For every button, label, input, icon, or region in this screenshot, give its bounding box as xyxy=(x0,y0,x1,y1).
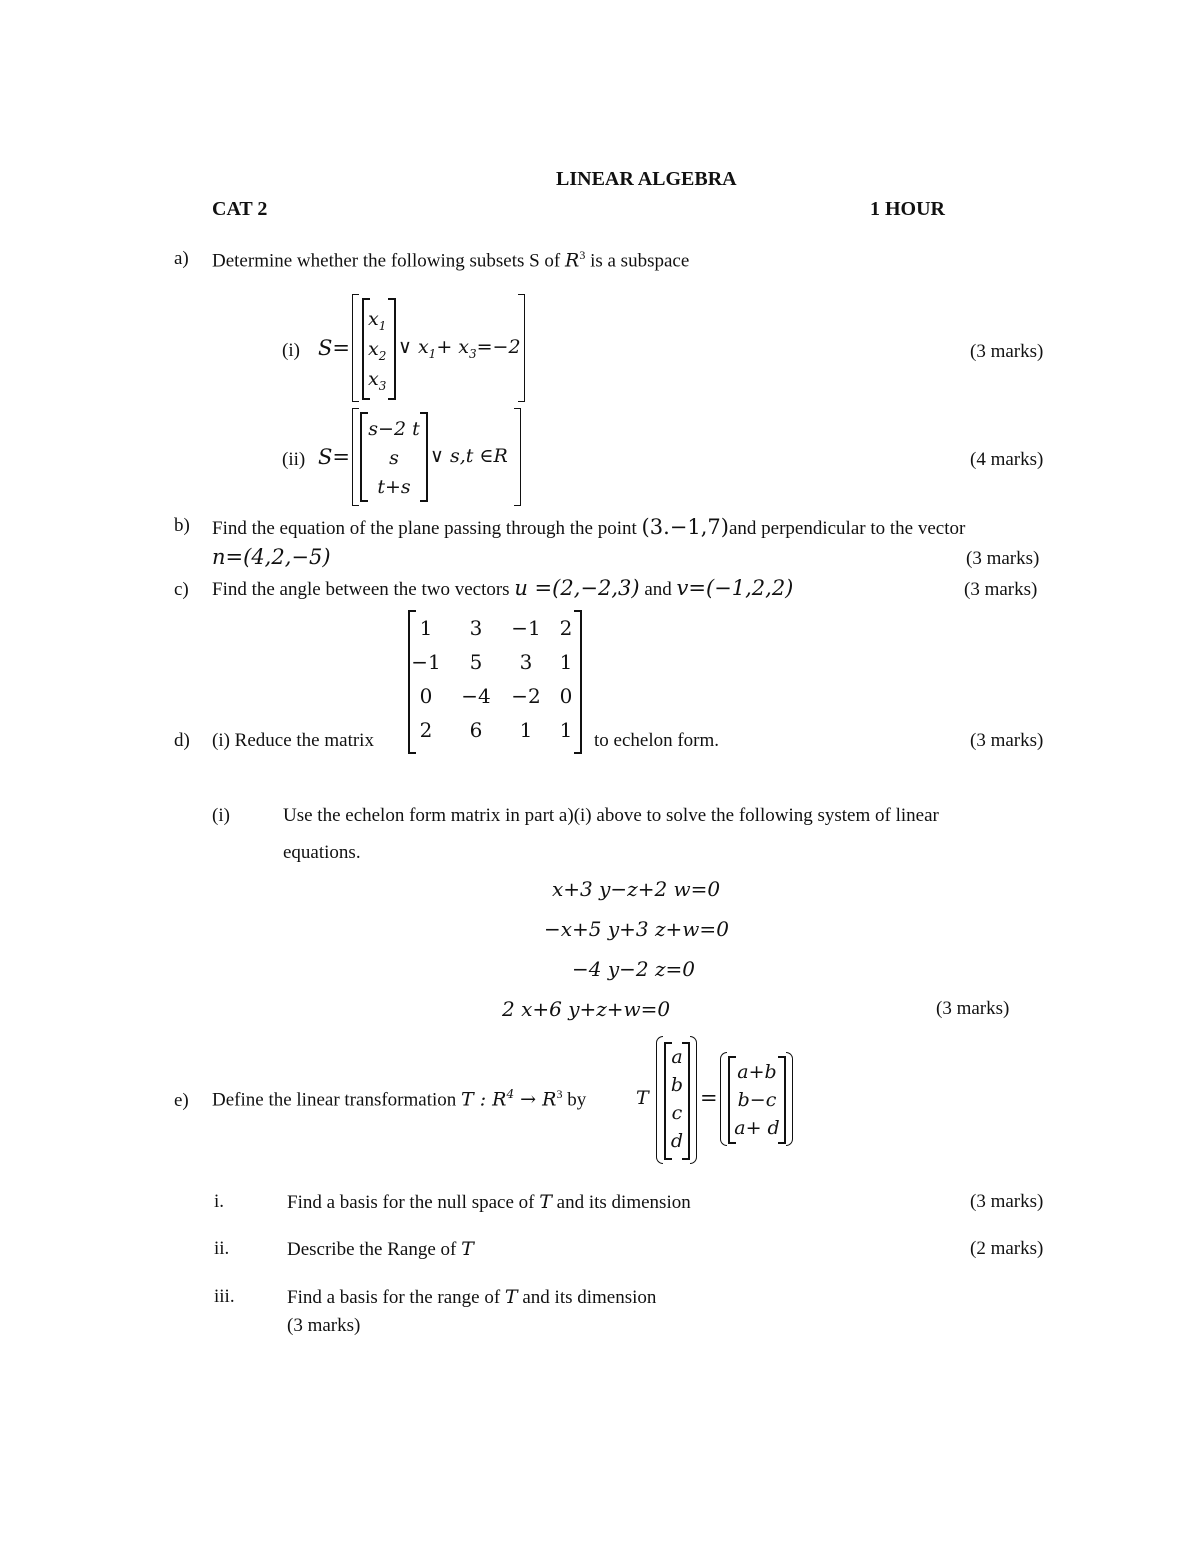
question-b-label: b) xyxy=(174,515,190,536)
marks-a-i: (3 marks) xyxy=(970,341,1044,362)
subpart-a-ii-label: (ii) xyxy=(282,449,306,470)
output-outer-right-paren xyxy=(786,1052,793,1146)
transform-T: T xyxy=(636,1087,649,1109)
item-i-text: Find a basis for the null space of T and its dimension xyxy=(287,1191,691,1213)
vector-entry-3: $x_3$ xyxy=(368,368,387,393)
matrix-cell: 2 xyxy=(559,616,573,640)
marks-e-iii: (3 marks) xyxy=(287,1315,361,1336)
exam-label: CAT 2 xyxy=(212,198,268,220)
marks-a-ii: (4 marks) xyxy=(970,449,1044,470)
marks-d-equations: (3 marks) xyxy=(936,998,1010,1019)
question-a-label: a) xyxy=(174,248,189,269)
matrix-cell: 6 xyxy=(469,718,483,742)
vector-right-bracket-i xyxy=(388,298,396,400)
vector-entry-ii-1: s−2 t xyxy=(368,418,420,440)
question-d-text-post: to echelon form. xyxy=(594,730,720,751)
question-d-text-pre: (i) Reduce the matrix xyxy=(212,730,374,751)
matrix-cell: 0 xyxy=(559,684,573,708)
matrix-cell: 1 xyxy=(559,718,573,742)
question-e-label: e) xyxy=(174,1090,189,1111)
item-ii-label: ii. xyxy=(214,1238,230,1259)
matrix-cell: 5 xyxy=(469,650,483,674)
question-d-part-text-1: Use the echelon form matrix in part a)(i) above to solve the following system of linear xyxy=(283,805,939,826)
matrix-cell: 3 xyxy=(519,650,533,674)
question-d-part-text-2: equations. xyxy=(283,842,361,863)
marks-e-i: (3 marks) xyxy=(970,1191,1044,1212)
item-iii-label: iii. xyxy=(214,1286,235,1307)
matrix-cell: 1 xyxy=(559,650,573,674)
matrix-cell: −1 xyxy=(511,616,541,640)
equation-2: −x+5 y+3 z+w=0 xyxy=(544,917,729,941)
input-outer-right-paren xyxy=(690,1036,697,1164)
matrix-cell: −4 xyxy=(461,684,491,708)
question-c-text: Find the angle between the two vectors u =(2,−2,3) and v=(−1,2,2) xyxy=(212,576,794,600)
marks-e-ii: (2 marks) xyxy=(970,1238,1044,1259)
subpart-a-i-label: (i) xyxy=(282,340,300,361)
input-entry-d: d xyxy=(670,1130,684,1152)
marks-b: (3 marks) xyxy=(966,548,1040,569)
question-b-text: Find the equation of the plane passing through the point (3.−1,7)and perpendicular to the vector xyxy=(212,515,966,539)
output-entry-2: b−c xyxy=(737,1089,777,1111)
matrix-cell: 1 xyxy=(519,718,533,742)
matrix-cell: 2 xyxy=(419,718,433,742)
marks-d: (3 marks) xyxy=(970,730,1044,751)
equals-sign: = xyxy=(700,1086,718,1110)
question-d-label: d) xyxy=(174,730,190,751)
question-a-text: Determine whether the following subsets S of $R^3$ is a subspace xyxy=(212,248,690,272)
equation-1: x+3 y−z+2 w=0 xyxy=(552,877,721,901)
page-title: LINEAR ALGEBRA xyxy=(556,168,737,190)
input-outer-left-paren xyxy=(656,1036,663,1164)
marks-c: (3 marks) xyxy=(964,579,1038,600)
vector-entry-1: $x_1$ xyxy=(368,308,387,333)
outer-left-brace-ii xyxy=(352,408,359,506)
question-e-text: Define the linear transformation T : $R^4 \to R^3$ by xyxy=(212,1087,587,1111)
matrix-cell: −1 xyxy=(411,650,441,674)
item-iii-text: Find a basis for the range of T and its dimension xyxy=(287,1286,657,1308)
question-c-label: c) xyxy=(174,579,189,600)
set-s-label-i: S= xyxy=(318,336,350,360)
outer-right-brace-ii xyxy=(514,408,521,506)
output-entry-3: a+ d xyxy=(734,1117,780,1139)
vector-entry-ii-3: t+s xyxy=(377,476,411,498)
equation-4: 2 x+6 y+z+w=0 xyxy=(502,997,671,1021)
matrix-cell: 0 xyxy=(419,684,433,708)
item-i-label: i. xyxy=(214,1191,225,1212)
matrix-cell: −2 xyxy=(511,684,541,708)
vector-entry-2: $x_2$ xyxy=(368,338,387,363)
input-entry-a: a xyxy=(671,1046,683,1068)
equation-3: −4 y−2 z=0 xyxy=(572,957,695,981)
question-b-vector: n=(4,2,−5) xyxy=(212,545,331,569)
question-d-part-label: (i) xyxy=(212,805,230,826)
output-entry-1: a+b xyxy=(737,1061,777,1083)
output-outer-left-paren xyxy=(720,1052,727,1146)
exam-duration: 1 HOUR xyxy=(870,198,945,220)
input-entry-b: b xyxy=(670,1074,684,1096)
input-entry-c: c xyxy=(671,1102,683,1124)
set-condition-ii: ∨ s,t ∈R xyxy=(430,445,508,467)
outer-left-brace-i xyxy=(352,294,359,402)
matrix-cell: 1 xyxy=(419,616,433,640)
vector-entry-ii-2: s xyxy=(389,447,399,469)
set-condition-i: ∨ $x_1+ x_3=-2$ xyxy=(398,336,521,361)
set-s-label-ii: S= xyxy=(318,445,350,469)
item-ii-text: Describe the Range of T xyxy=(287,1238,474,1260)
matrix-cell: 3 xyxy=(469,616,483,640)
